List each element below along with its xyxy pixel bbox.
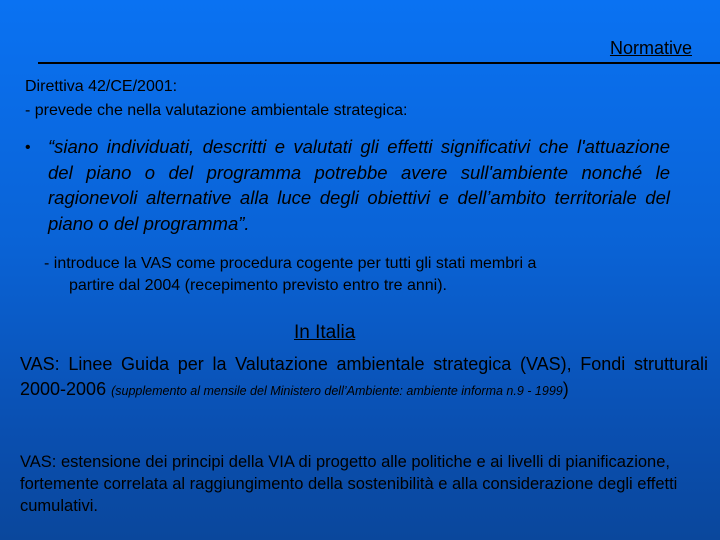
title-underline-rule — [38, 62, 720, 64]
vas-introduction — [44, 253, 674, 297]
vas-guidelines-note: (supplemento al mensile del Ministero dell’Ambiente: ambiente informa n.9 - 1999 — [111, 384, 563, 398]
vas-extension-paragraph: VAS: estensione dei principi della VIA di progetto alle politiche e ai livelli di pianificazione, fortemente correlata al raggiungimento della sostenibilità e alla considerazione degli effetti cumulativi. — [20, 453, 678, 515]
vas-guidelines-close: ) — [562, 379, 569, 399]
directive-description: - prevede che nella valutazione ambientale strategica: — [25, 102, 408, 119]
vas-guidelines-main: VAS: Linee Guida per la Valutazione ambientale strategica (VAS), Fondi strutturali 2000-2006 — [20, 354, 708, 399]
vas-introduction-line1: - introduce la VAS come procedura cogente per tutti gli stati membri a — [44, 255, 537, 272]
vas-guidelines-paragraph — [20, 352, 708, 404]
vas-introduction-line2: partire dal 2004 (recepimento previsto entro tre anni). — [69, 277, 447, 294]
directive-quote: “siano individuati, descritti e valutati gli effetti significativi che l'attuazione del piano o del programma potrebbe avere sull'ambiente nonché le ragionevoli alternative alla luce degli obiettivi e dell’ambito territoriale del piano o del programma”. — [48, 136, 670, 234]
italy-heading: In Italia — [294, 322, 356, 343]
slide-title: Normative — [609, 38, 692, 58]
directive-reference: Direttiva 42/CE/2001: — [25, 78, 178, 95]
bullet-icon: • — [25, 139, 31, 156]
